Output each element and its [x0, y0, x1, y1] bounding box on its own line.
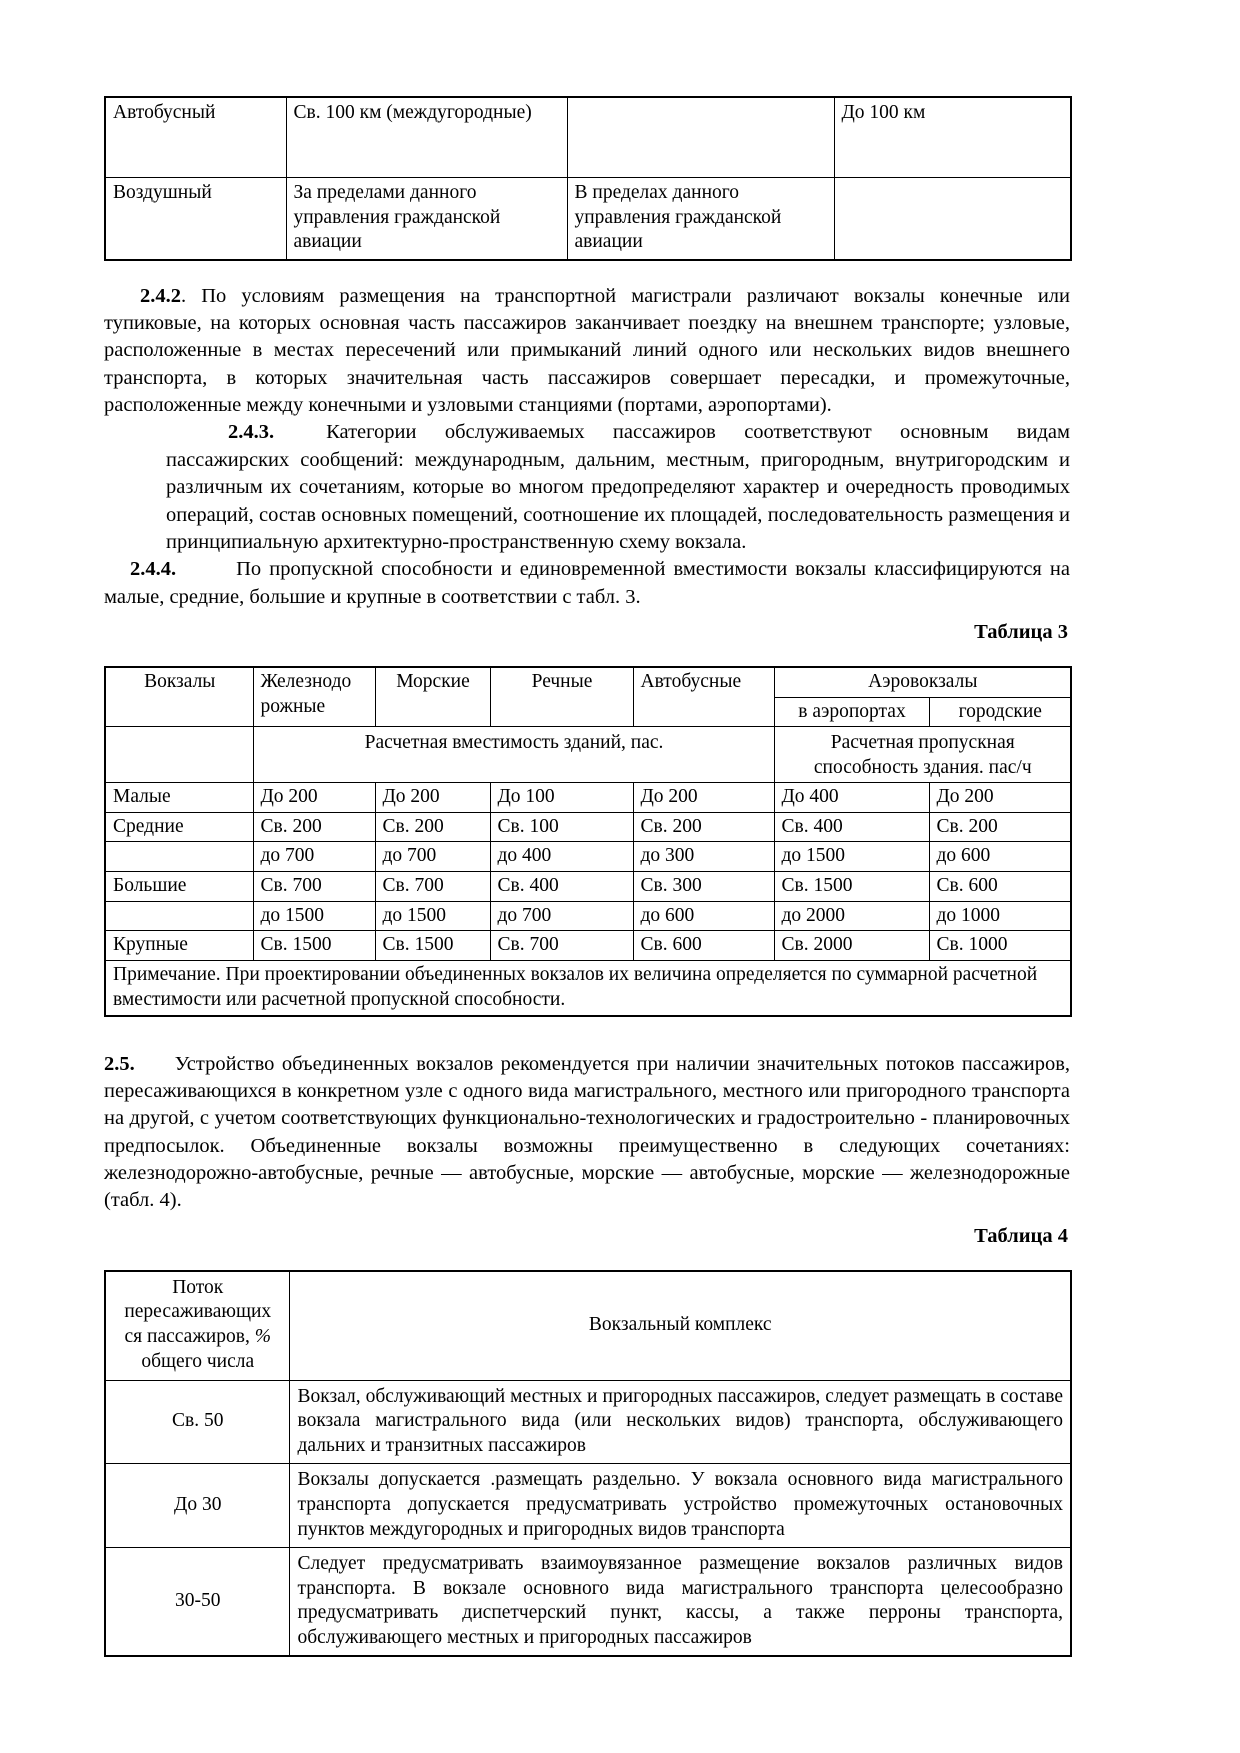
header-air-in-airports: в аэропортах: [774, 697, 929, 727]
header-railway: [253, 667, 375, 727]
cell-air-airport: До 400: [774, 783, 929, 813]
table-row: [105, 97, 1071, 178]
section-text-2-4-4: По пропускной способности и единовременной вместимости вокзалы классифицируются на малые, средние, большие и крупные в соответствии с табл. 3.: [104, 558, 1070, 608]
table-row: [105, 901, 1071, 931]
cell-mode: Автобусный: [105, 97, 286, 178]
cell-flow-value: 30-50: [105, 1548, 289, 1657]
cell-air-city: до 600: [929, 842, 1071, 872]
station-classification-table: [104, 666, 1072, 1017]
cell-air-airport: Св. 1500: [774, 871, 929, 901]
table-row: [105, 1548, 1071, 1657]
transport-modes-table: [104, 96, 1072, 261]
cell-short-distance: До 100 км: [834, 97, 1071, 178]
row-label: [105, 901, 253, 931]
table4-caption: Таблица 4: [974, 1224, 1068, 1247]
cell-railway: до 700: [253, 842, 375, 872]
cell-sea: до 700: [375, 842, 490, 872]
header-stations: Вокзалы: [105, 667, 253, 727]
table4-header-row: [105, 1271, 1071, 1381]
header-transfer-flow: [105, 1271, 289, 1381]
cell-short-distance: [834, 178, 1071, 260]
cell-bus: до 300: [633, 842, 774, 872]
section-number-2-4-3: 2.4.3.: [228, 421, 275, 444]
table3-header-row-1: [105, 667, 1071, 697]
cell-air-airport: Св. 400: [774, 812, 929, 842]
spanner-capacity: Расчетная вместимость зданий, пас.: [253, 727, 774, 783]
cell-middle: [567, 97, 834, 178]
header-flow-line3: [114, 1325, 282, 1350]
cell-flow-value: До 30: [105, 1464, 289, 1548]
cell-sea: до 1500: [375, 901, 490, 931]
cell-mode: Воздушный: [105, 178, 286, 260]
table-row: [105, 812, 1071, 842]
cell-air-city: Св. 600: [929, 871, 1071, 901]
cell-river: до 400: [490, 842, 633, 872]
header-sea: Морские: [375, 667, 490, 727]
header-river: Речные: [490, 667, 633, 727]
header-flow-percent-symbol: %: [254, 1326, 271, 1348]
cell-flow-value: Св. 50: [105, 1380, 289, 1464]
cell-bus: Св. 200: [633, 812, 774, 842]
cell-air-city: Св. 200: [929, 812, 1071, 842]
section-number-2-4-4: 2.4.4.: [130, 558, 177, 581]
section-text-2-5: Устройство объединенных вокзалов рекомендуется при наличии значительных потоков пассажиров, пересаживающихся в конкретном узле с одного вида магистрального, местного или пригородного транспорта на другой, с учетом соответствующих функционально-технологических и градостроительно - планировочных предпосылок. Объединенные вокзалы возможны преимущественно в следующих сочетаниях: железнодорожно-автобусные, речные — автобусные, морские — автобусные, морские — железнодорожные (табл. 4).: [104, 1052, 1070, 1212]
table3-caption: Таблица 3: [974, 621, 1068, 643]
header-station-complex: Вокзальный комплекс: [289, 1271, 1071, 1381]
cell-air-airport: Св. 2000: [774, 931, 929, 961]
row-label: Крупные: [105, 931, 253, 961]
spanner-empty: [105, 727, 253, 783]
table-row: [105, 1464, 1071, 1548]
cell-middle: В пределах данного управления гражданской авиации: [567, 178, 834, 260]
spanner-throughput-line1: Расчетная пропускная: [830, 732, 1015, 754]
table-row: [105, 783, 1071, 813]
cell-air-airport: до 2000: [774, 901, 929, 931]
cell-river: Св. 400: [490, 871, 633, 901]
cell-air-city: Св. 1000: [929, 931, 1071, 961]
cell-railway: Св. 1500: [253, 931, 375, 961]
header-railway-line2: рожные: [260, 695, 326, 717]
section-2-4-4: [104, 556, 1070, 611]
header-flow-line4: общего числа: [141, 1350, 255, 1372]
cell-river: Св. 700: [490, 931, 633, 961]
cell-sea: Св. 1500: [375, 931, 490, 961]
cell-railway: до 1500: [253, 901, 375, 931]
header-bus: Автобусные: [633, 667, 774, 727]
cell-air-airport: до 1500: [774, 842, 929, 872]
table3-note-row: [105, 960, 1071, 1015]
table3-spanner-row: [105, 727, 1071, 783]
cell-bus: До 200: [633, 783, 774, 813]
cell-river: До 100: [490, 783, 633, 813]
section-text-2-4-3: Категории обслуживаемых пассажиров соответствуют основным видам пассажирских сообщений: международным, дальним, местным, пригородным, внутригородским и различным их сочетаниям, которые во многом предопределяют характер и очередность проводимых операций, состав основных помещений, соотношение их площадей, последовательность размещения и принципиальную архитектурно-пространственную схему вокзала.: [166, 421, 1070, 553]
table-row: [105, 178, 1071, 260]
cell-long-distance: Св. 100 км (междугородные): [286, 97, 567, 178]
cell-river: Св. 100: [490, 812, 633, 842]
section-number-2-5: 2.5.: [104, 1052, 135, 1075]
table-row: [105, 842, 1071, 872]
cell-sea: До 200: [375, 783, 490, 813]
table-row: [105, 931, 1071, 961]
cell-railway: Св. 700: [253, 871, 375, 901]
row-label: Большие: [105, 871, 253, 901]
header-flow-line3-text: ся пассажиров,: [124, 1326, 255, 1348]
cell-air-city: До 200: [929, 783, 1071, 813]
cell-railway: До 200: [253, 783, 375, 813]
table-row: [105, 1380, 1071, 1464]
section-number-2-4-2: 2.4.2: [140, 284, 181, 307]
transfer-flow-table: [104, 1270, 1072, 1658]
cell-river: до 700: [490, 901, 633, 931]
header-air-terminals: Аэровокзалы: [774, 667, 1071, 697]
cell-complex-description: Вокзалы допускается .размещать раздельно. У вокзала основного вида магистрального транспорта допускается предусматривать устройство промежуточных остановочных пунктов междугородных и пригородных видов транспорта: [289, 1464, 1071, 1548]
section-2-5: [104, 1051, 1070, 1215]
row-label: Малые: [105, 783, 253, 813]
cell-complex-description: Вокзал, обслуживающий местных и пригородных пассажиров, следует размещать в составе вокзала магистрального вида (или нескольких видов) транспорта, обслуживающего дальних и транзитных пассажиров: [289, 1380, 1071, 1464]
section-2-4-3: [166, 419, 1070, 556]
row-label: [105, 842, 253, 872]
spanner-throughput: [774, 727, 1071, 783]
cell-bus: Св. 300: [633, 871, 774, 901]
cell-sea: Св. 200: [375, 812, 490, 842]
cell-bus: Св. 600: [633, 931, 774, 961]
header-flow-line2: пересаживающих: [124, 1301, 272, 1323]
cell-sea: Св. 700: [375, 871, 490, 901]
row-label: Средние: [105, 812, 253, 842]
spanner-throughput-line2: способность здания. пас/ч: [813, 756, 1032, 778]
header-flow-line1: Поток: [172, 1276, 224, 1298]
header-railway-line1: Железнодо: [260, 671, 352, 692]
table3-note: Примечание. При проектировании объединенных вокзалов их величина определяется по суммарной расчетной вместимости или расчетной пропускной способности.: [105, 960, 1071, 1015]
cell-bus: до 600: [633, 901, 774, 931]
section-text-2-4-2: . По условиям размещения на транспортной магистрали различают вокзалы конечные или тупиковые, на которых основная часть пассажиров заканчивает поездку на внешнем транспорте; узловые, расположенные в местах пересечений или примыканий линий одного или нескольких видов внешнего транспорта, в которых значительная часть пассажиров совершает пересадки, и промежуточные, расположенные между конечными и узловыми станциями (портами, аэропортами).: [104, 284, 1070, 417]
cell-long-distance: За пределами данного управления гражданской авиации: [286, 178, 567, 260]
cell-railway: Св. 200: [253, 812, 375, 842]
table-row: [105, 871, 1071, 901]
header-air-city: городские: [929, 697, 1071, 727]
cell-complex-description: Следует предусматривать взаимоувязанное размещение вокзалов различных видов транспорта. В вокзале основного вида магистрального транспорта целесообразно предусматривать диспетчерский пункт, кассы, а также перроны транспорта, обслуживающего местных и пригородных пассажиров: [289, 1548, 1071, 1657]
section-2-4-2: [104, 283, 1070, 420]
cell-air-city: до 1000: [929, 901, 1071, 931]
